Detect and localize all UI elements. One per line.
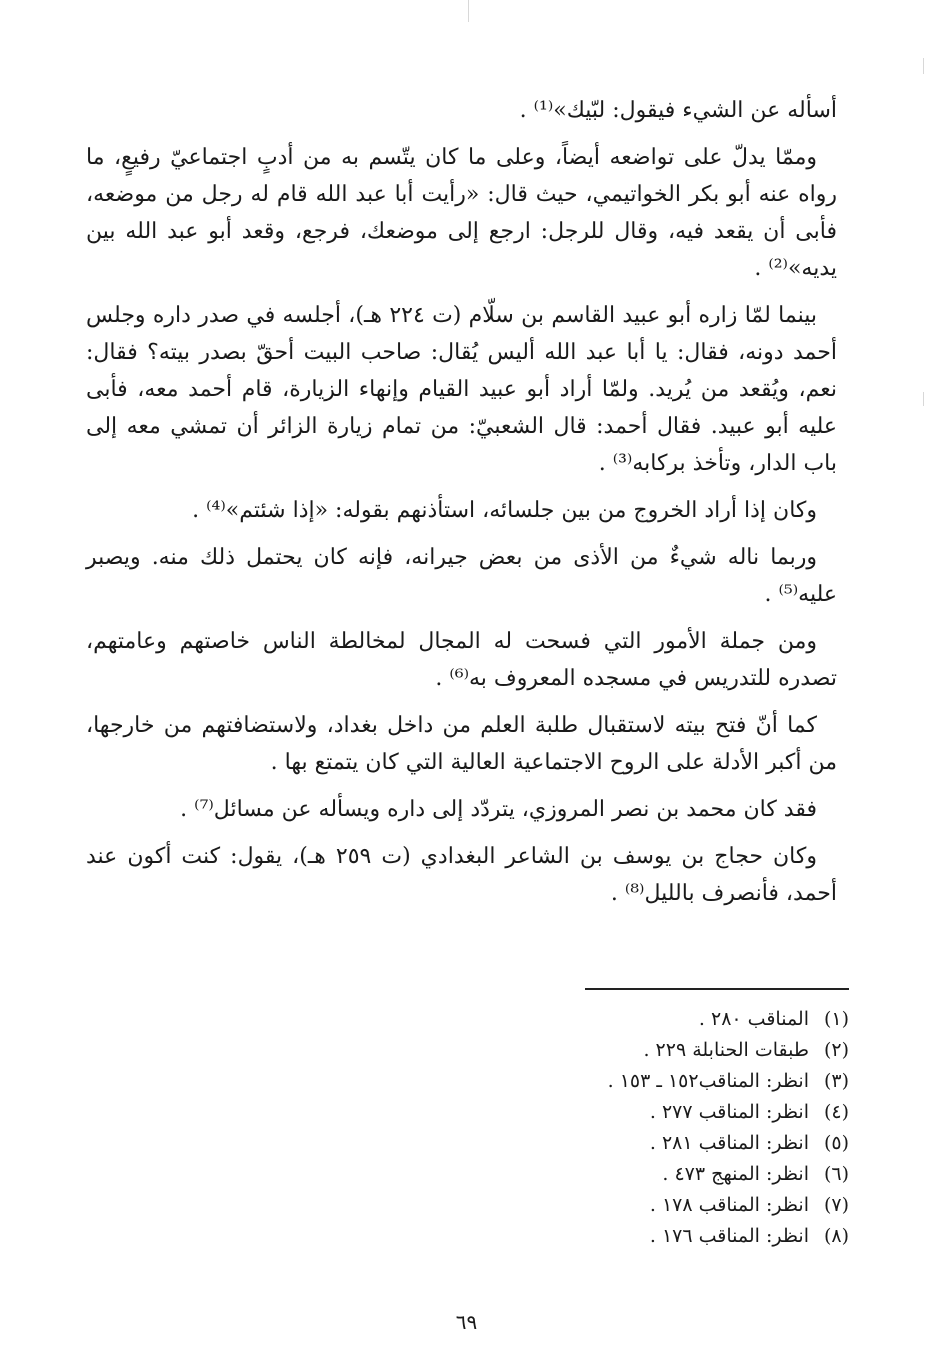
paragraph: فقد كان محمد بن نصر المروزي، يتردّد إلى داره ويسأله عن مسائل⁽⁷⁾ . [180, 797, 817, 822]
footnote-item [429, 1190, 849, 1221]
main-text [86, 92, 837, 922]
footnote-item [429, 1159, 849, 1190]
footnote-divider [585, 988, 849, 990]
scan-mark [468, 0, 469, 22]
footnotes-list [429, 1004, 849, 1252]
footnote-text: انظر: المناقب ٢٧٧ . [649, 1101, 809, 1123]
footnote-number: (١) [823, 1008, 849, 1030]
footnote-item [429, 1221, 849, 1252]
scan-mark [923, 392, 924, 406]
footnote-text: انظر: المناقب١٥٢ ـ ١٥٣ . [607, 1070, 809, 1092]
scan-mark [923, 58, 924, 74]
footnote-text: المناقب ٢٨٠ . [698, 1008, 809, 1030]
footnote-item [429, 1097, 849, 1128]
footnote-text: انظر: المناقب ٢٨١ . [649, 1132, 809, 1154]
footnote-item [429, 1035, 849, 1066]
page-number: ٦٩ [455, 1310, 478, 1334]
paragraph: ومن جملة الأمور التي فسحت له المجال لمخالطة الناس خاصتهم وعامتهم، تصدره للتدريس في مسجده المعروف به⁽⁶⁾ . [86, 629, 837, 691]
footnote-number: (٥) [823, 1132, 849, 1154]
paragraph: وكان حجاج بن يوسف بن الشاعر البغدادي (ت ٢٥٩ هـ)، يقول: كنت أكون عند أحمد، فأنصرف بالليل⁽⁸⁾ . [86, 844, 837, 906]
footnote-number: (٨) [823, 1225, 849, 1247]
footnote-item [429, 1128, 849, 1159]
paragraph: أسأله عن الشيء فيقول: لبّيك»⁽¹⁾ . [519, 98, 837, 123]
footnote-text: انظر: المناقب ١٧٦ . [649, 1225, 809, 1247]
footnote-text: انظر: المناقب ١٧٨ . [649, 1194, 809, 1216]
footnote-number: (٣) [823, 1070, 849, 1092]
footnote-text: طبقات الحنابلة ٢٢٩ . [643, 1039, 809, 1061]
footnote-item [429, 1066, 849, 1097]
footnote-number: (٤) [823, 1101, 849, 1123]
footnote-text: انظر: المنهج ٤٧٣ . [662, 1163, 809, 1185]
paragraph: وربما ناله شيءٌ من الأذى من بعض جيرانه، فإنه كان يحتمل ذلك منه. ويصبر عليه⁽⁵⁾ . [86, 545, 837, 607]
paragraph: بينما لمّا زاره أبو عبيد القاسم بن سلّام (ت ٢٢٤ هـ)، أجلسه في صدر داره وجلس أحمد دونه، فقال: يا أبا عبد الله أليس يُقال: صاحب البيت أحقّ بصدر بيته؟ فقال: نعم، ويُقعد من يُريد. ولمّا أراد أبو عبيد القيام وإنهاء الزيارة، قام أحمد معه، فأبى عليه أبو عبيد. فقال أحمد: قال الشعبيّ: من تمام زيارة الزائر أن تمشي معه إلى باب الدار، وتأخذ بركابه⁽³⁾ . [86, 303, 837, 476]
footnote-number: (٦) [823, 1163, 849, 1185]
paragraph: وكان إذا أراد الخروج من بين جلسائه، استأذنهم بقوله: «إذا شئتم»⁽⁴⁾ . [192, 498, 817, 523]
footnote-number: (٢) [823, 1039, 849, 1061]
paragraph: وممّا يدلّ على تواضعه أيضاً، وعلى ما كان يتّسم به من أدبٍ اجتماعيّ رفيعٍ، ما رواه عنه أبو بكر الخواتيمي، حيث قال: «رأيت أبا عبد الله قام له رجل من موضعه، فأبى أن يقعد فيه، وقال للرجل: ارجع إلى موضعك، فرجع، وقعد أبو عبد الله بين يديه»⁽²⁾ . [86, 145, 837, 281]
footnote-item [429, 1004, 849, 1035]
footnote-number: (٧) [823, 1194, 849, 1216]
paragraph: كما أنّ فتح بيته لاستقبال طلبة العلم من داخل بغداد، ولاستضافتهم من خارجها، من أكبر الأدلة على الروح الاجتماعية العالية التي كان يتمتع بها . [86, 713, 837, 775]
